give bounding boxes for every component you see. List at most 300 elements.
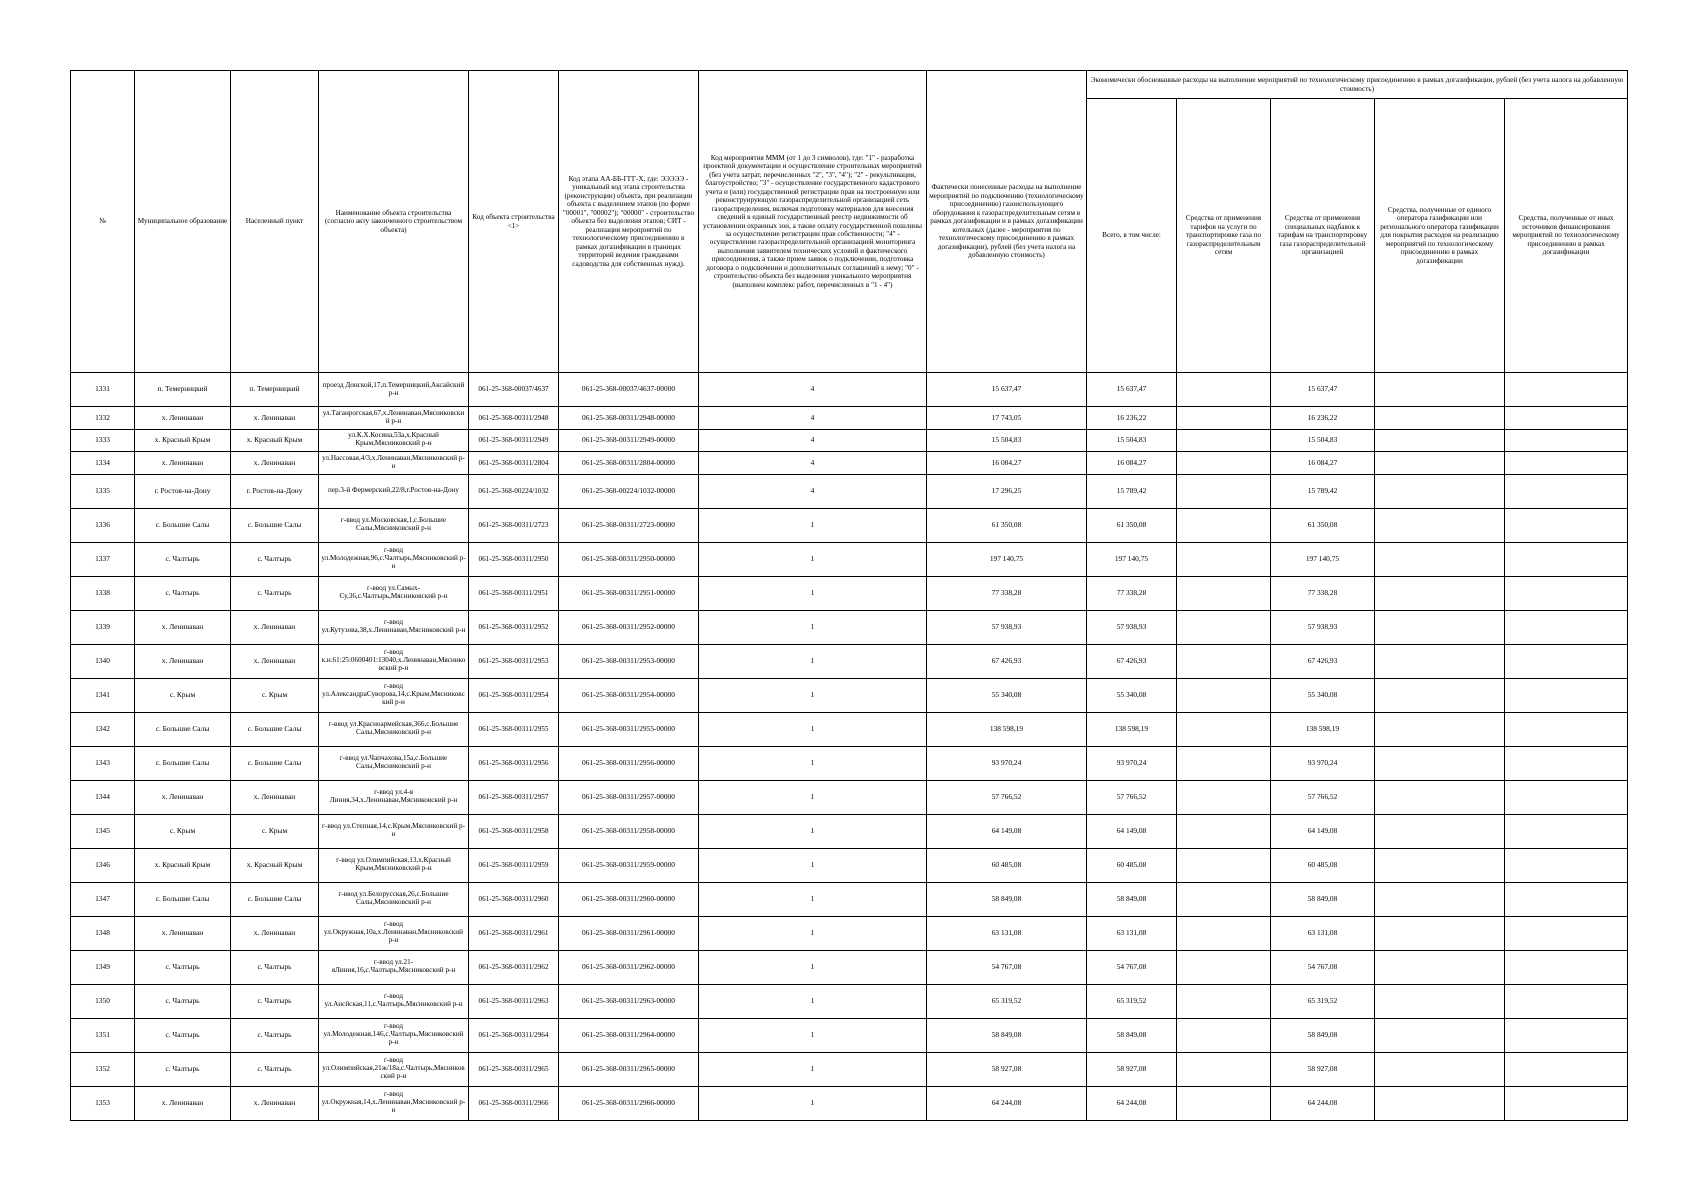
cell-tariff-funds: [1177, 1086, 1271, 1120]
cell-stage-code: 061-25-368-00311/2954-00000: [559, 678, 699, 712]
cell-other-funds: [1505, 746, 1628, 780]
cell-settlement: с. Большие Салы: [231, 882, 319, 916]
cell-num: 1351: [71, 1018, 135, 1052]
cell-other-funds: [1505, 508, 1628, 542]
cell-object-code: 061-25-368-00311/2949: [469, 429, 559, 452]
cell-surcharge-funds: 16 236,22: [1271, 407, 1375, 430]
cell-stage-code: 061-25-368-00311/2951-00000: [559, 576, 699, 610]
table-row: [71, 1086, 1628, 1120]
cell-other-funds: [1505, 950, 1628, 984]
cell-tariff-funds: [1177, 576, 1271, 610]
cell-object-name: г-ввод ул.Молодежная,96,с.Чалтырь,Мясниковский р-н: [319, 542, 469, 576]
cell-event-code: 1: [699, 1086, 927, 1120]
cell-surcharge-funds: 15 789,42: [1271, 474, 1375, 508]
cell-object-name: г-ввод ул.Ансйская,11,с.Чалтырь,Мясниковский р-н: [319, 984, 469, 1018]
table-row: [71, 814, 1628, 848]
cell-num: 1334: [71, 452, 135, 475]
cell-object-code: 061-25-368-00311/2962: [469, 950, 559, 984]
cell-surcharge-funds: 58 849,08: [1271, 1018, 1375, 1052]
cell-object-name: ул.К.Х.Косяна,53а,х.Красный Крым,Мясниковский р-н: [319, 429, 469, 452]
cell-tariff-funds: [1177, 678, 1271, 712]
cell-num: 1333: [71, 429, 135, 452]
cell-object-code: 061-25-368-00311/2948: [469, 407, 559, 430]
cell-object-name: проезд Донской,17,п.Темерницкий,Аксайский р-н: [319, 373, 469, 407]
cell-other-funds: [1505, 452, 1628, 475]
cell-num: 1337: [71, 542, 135, 576]
cell-actual-costs: 60 485,08: [927, 848, 1087, 882]
cell-total: 197 140,75: [1087, 542, 1177, 576]
cell-settlement: с. Большие Салы: [231, 746, 319, 780]
cell-other-funds: [1505, 373, 1628, 407]
cell-total: 61 350,08: [1087, 508, 1177, 542]
cell-object-code: 061-25-368-00311/2957: [469, 780, 559, 814]
cell-stage-code: 061-25-368-00311/2960-00000: [559, 882, 699, 916]
cell-operator-funds: [1375, 678, 1505, 712]
cell-tariff-funds: [1177, 814, 1271, 848]
cell-stage-code: 061-25-368-00311/2963-00000: [559, 984, 699, 1018]
cell-settlement: с. Крым: [231, 678, 319, 712]
header-surcharge-funds: Средства от применения специальных надбавок к тарифам на транспортировку газа газораспределительной организацией: [1271, 99, 1375, 373]
header-municipality: Муниципальное образование: [135, 71, 231, 373]
cell-operator-funds: [1375, 1052, 1505, 1086]
cell-other-funds: [1505, 678, 1628, 712]
header-stage-code: Код этапа АА-ББ-ГГГ-Х, где: ЭЭЭЭЭ - уникальный код этапа строительства (реконструкции) объекта, при реализации объекта с выделением этапов (по форме "00001", "00002"); "00000" - строительство объекта без выделения этапов; СИТ - реализация мероприятий по технологическому присоединению в рамках догазификации в границах территорий ведения гражданами садоводства для собственных нужд).: [559, 71, 699, 373]
table-row: [71, 407, 1628, 430]
cell-tariff-funds: [1177, 746, 1271, 780]
cell-operator-funds: [1375, 984, 1505, 1018]
cell-object-code: 061-25-368-00311/2958: [469, 814, 559, 848]
cell-municipality: х. Ленинаван: [135, 644, 231, 678]
cell-tariff-funds: [1177, 542, 1271, 576]
cell-surcharge-funds: 57 938,93: [1271, 610, 1375, 644]
cell-total: 58 849,08: [1087, 1018, 1177, 1052]
cell-stage-code: 061-25-368-00311/2958-00000: [559, 814, 699, 848]
cell-total: 57 766,52: [1087, 780, 1177, 814]
cell-other-funds: [1505, 610, 1628, 644]
cell-actual-costs: 15 637,47: [927, 373, 1087, 407]
cell-object-name: г-ввод ул.Красноармейская,366,с.Большие Салы,Мясниковский р-н: [319, 712, 469, 746]
cell-stage-code: 061-25-368-00311/2948-00000: [559, 407, 699, 430]
cell-total: 16 236,22: [1087, 407, 1177, 430]
cell-surcharge-funds: 54 767,08: [1271, 950, 1375, 984]
cell-municipality: с. Крым: [135, 678, 231, 712]
cell-object-name: пер.3-й Фермерский,22/8,г.Ростов-на-Дону: [319, 474, 469, 508]
cell-object-code: 061-25-368-00311/2951: [469, 576, 559, 610]
cell-tariff-funds: [1177, 429, 1271, 452]
cell-num: 1338: [71, 576, 135, 610]
gasification-costs-table: [70, 70, 1628, 1121]
cell-other-funds: [1505, 1052, 1628, 1086]
cell-stage-code: 061-25-368-00311/2965-00000: [559, 1052, 699, 1086]
cell-total: 65 319,52: [1087, 984, 1177, 1018]
cell-settlement: с. Чалтырь: [231, 576, 319, 610]
cell-total: 54 767,08: [1087, 950, 1177, 984]
cell-num: 1353: [71, 1086, 135, 1120]
cell-actual-costs: 58 849,08: [927, 882, 1087, 916]
cell-stage-code: 061-25-368-00311/2949-00000: [559, 429, 699, 452]
cell-event-code: 1: [699, 678, 927, 712]
cell-object-code: 061-25-368-00311/2966: [469, 1086, 559, 1120]
cell-actual-costs: 16 084,27: [927, 452, 1087, 475]
cell-tariff-funds: [1177, 848, 1271, 882]
cell-actual-costs: 64 244,08: [927, 1086, 1087, 1120]
cell-municipality: с. Большие Салы: [135, 746, 231, 780]
cell-tariff-funds: [1177, 882, 1271, 916]
table-row: [71, 984, 1628, 1018]
cell-operator-funds: [1375, 542, 1505, 576]
cell-municipality: с. Чалтырь: [135, 576, 231, 610]
cell-other-funds: [1505, 780, 1628, 814]
cell-object-name: г-ввод ул.АлександраСуворова,14,с.Крым,Мясниковский р-н: [319, 678, 469, 712]
table-row: [71, 780, 1628, 814]
header-object-name: Наименование объекта строительства (согласно акту законченного строительством объекта): [319, 71, 469, 373]
cell-num: 1352: [71, 1052, 135, 1086]
cell-tariff-funds: [1177, 474, 1271, 508]
cell-surcharge-funds: 64 244,08: [1271, 1086, 1375, 1120]
cell-operator-funds: [1375, 712, 1505, 746]
cell-num: 1340: [71, 644, 135, 678]
cell-settlement: х. Красный Крым: [231, 429, 319, 452]
cell-total: 67 426,93: [1087, 644, 1177, 678]
cell-event-code: 1: [699, 780, 927, 814]
cell-stage-code: 061-25-368-00311/2959-00000: [559, 848, 699, 882]
cell-stage-code: 061-25-368-00311/2804-00000: [559, 452, 699, 475]
cell-municipality: х. Ленинаван: [135, 780, 231, 814]
cell-num: 1343: [71, 746, 135, 780]
cell-operator-funds: [1375, 1086, 1505, 1120]
cell-surcharge-funds: 55 340,08: [1271, 678, 1375, 712]
cell-object-name: г-ввод ул.Олимпийская,21ж/18а,с.Чалтырь,Мясниковский р-н: [319, 1052, 469, 1086]
cell-settlement: с. Большие Салы: [231, 508, 319, 542]
cell-actual-costs: 197 140,75: [927, 542, 1087, 576]
cell-object-code: 061-25-368-00311/2959: [469, 848, 559, 882]
cell-stage-code: 061-25-368-00311/2961-00000: [559, 916, 699, 950]
cell-stage-code: 061-25-368-00311/2957-00000: [559, 780, 699, 814]
cell-surcharge-funds: 15 504,83: [1271, 429, 1375, 452]
cell-event-code: 1: [699, 712, 927, 746]
cell-object-name: ул.Нассовая,4/3,х.Ленинаван,Мясниковский р-н: [319, 452, 469, 475]
cell-actual-costs: 17 743,05: [927, 407, 1087, 430]
cell-object-name: г-ввод ул.Окружная,14,х.Ленинаван,Мясниковский р-н: [319, 1086, 469, 1120]
cell-actual-costs: 65 319,52: [927, 984, 1087, 1018]
cell-settlement: п. Темерницкий: [231, 373, 319, 407]
cell-municipality: х. Красный Крым: [135, 848, 231, 882]
cell-surcharge-funds: 63 131,08: [1271, 916, 1375, 950]
cell-tariff-funds: [1177, 1052, 1271, 1086]
cell-tariff-funds: [1177, 712, 1271, 746]
cell-municipality: х. Ленинаван: [135, 916, 231, 950]
cell-municipality: с. Крым: [135, 814, 231, 848]
cell-actual-costs: 63 131,08: [927, 916, 1087, 950]
cell-event-code: 1: [699, 746, 927, 780]
cell-num: 1331: [71, 373, 135, 407]
cell-stage-code: 061-25-368-00037/4637-00000: [559, 373, 699, 407]
header-row-top: [71, 71, 1628, 99]
cell-operator-funds: [1375, 644, 1505, 678]
cell-tariff-funds: [1177, 984, 1271, 1018]
cell-tariff-funds: [1177, 1018, 1271, 1052]
cell-object-code: 061-25-368-00311/2956: [469, 746, 559, 780]
cell-actual-costs: 58 927,08: [927, 1052, 1087, 1086]
cell-operator-funds: [1375, 373, 1505, 407]
table-row: [71, 1052, 1628, 1086]
cell-event-code: 1: [699, 610, 927, 644]
table-row: [71, 452, 1628, 475]
cell-object-name: г-ввод ул.21-яЛиния,16,с.Чалтырь,Мясниковский р-н: [319, 950, 469, 984]
cell-object-code: 061-25-368-00037/4637: [469, 373, 559, 407]
table-row: [71, 508, 1628, 542]
cell-operator-funds: [1375, 746, 1505, 780]
cell-object-code: 061-25-368-00311/2964: [469, 1018, 559, 1052]
cell-total: 93 970,24: [1087, 746, 1177, 780]
cell-stage-code: 061-25-368-00311/2950-00000: [559, 542, 699, 576]
cell-num: 1348: [71, 916, 135, 950]
cell-operator-funds: [1375, 780, 1505, 814]
cell-event-code: 1: [699, 950, 927, 984]
cell-other-funds: [1505, 1018, 1628, 1052]
header-other-funds: Средства, полученные от иных источников финансирования мероприятий по технологическому присоединению в рамках догазификации: [1505, 99, 1628, 373]
cell-object-name: г-ввод ул.Белорусская,26,с.Большие Салы,Мясниковский р-н: [319, 882, 469, 916]
cell-object-code: 061-25-368-00311/2960: [469, 882, 559, 916]
cell-total: 138 598,19: [1087, 712, 1177, 746]
cell-object-name: г-ввод ул.Молодежная,146,с.Чалтырь,Мясниковский р-н: [319, 1018, 469, 1052]
cell-operator-funds: [1375, 576, 1505, 610]
cell-total: 64 244,08: [1087, 1086, 1177, 1120]
cell-total: 63 131,08: [1087, 916, 1177, 950]
cell-event-code: 1: [699, 984, 927, 1018]
cell-actual-costs: 55 340,08: [927, 678, 1087, 712]
cell-num: 1335: [71, 474, 135, 508]
cell-municipality: х. Ленинаван: [135, 407, 231, 430]
cell-settlement: с. Чалтырь: [231, 984, 319, 1018]
cell-num: 1336: [71, 508, 135, 542]
cell-object-name: г-ввод ул.4-я Линия,34,х.Ленинаван,Мясниковский р-н: [319, 780, 469, 814]
cell-municipality: х. Ленинаван: [135, 610, 231, 644]
cell-operator-funds: [1375, 474, 1505, 508]
cell-actual-costs: 57 938,93: [927, 610, 1087, 644]
cell-settlement: х. Ленинаван: [231, 780, 319, 814]
table-row: [71, 576, 1628, 610]
cell-municipality: х. Красный Крым: [135, 429, 231, 452]
table-row: [71, 474, 1628, 508]
cell-surcharge-funds: 138 598,19: [1271, 712, 1375, 746]
cell-num: 1332: [71, 407, 135, 430]
cell-num: 1344: [71, 780, 135, 814]
cell-actual-costs: 67 426,93: [927, 644, 1087, 678]
cell-settlement: х. Ленинаван: [231, 610, 319, 644]
cell-stage-code: 061-25-368-00311/2953-00000: [559, 644, 699, 678]
table-row: [71, 950, 1628, 984]
cell-surcharge-funds: 93 970,24: [1271, 746, 1375, 780]
cell-total: 15 789,42: [1087, 474, 1177, 508]
cell-event-code: 1: [699, 848, 927, 882]
header-settlement: Населенный пункт: [231, 71, 319, 373]
cell-other-funds: [1505, 474, 1628, 508]
cell-operator-funds: [1375, 508, 1505, 542]
cell-other-funds: [1505, 576, 1628, 610]
cell-operator-funds: [1375, 429, 1505, 452]
cell-actual-costs: 54 767,08: [927, 950, 1087, 984]
cell-settlement: с. Чалтырь: [231, 542, 319, 576]
cell-event-code: 1: [699, 576, 927, 610]
table-row: [71, 542, 1628, 576]
cell-tariff-funds: [1177, 780, 1271, 814]
cell-settlement: х. Ленинаван: [231, 916, 319, 950]
cell-object-name: ул.Таганрогская,67,х.Ленинаван,Мясниковский р-н: [319, 407, 469, 430]
cell-tariff-funds: [1177, 407, 1271, 430]
cell-other-funds: [1505, 429, 1628, 452]
cell-stage-code: 061-25-368-00311/2962-00000: [559, 950, 699, 984]
cell-municipality: с. Большие Салы: [135, 508, 231, 542]
cell-municipality: с. Чалтырь: [135, 1018, 231, 1052]
cell-settlement: с. Большие Салы: [231, 712, 319, 746]
cell-stage-code: 061-25-368-00311/2723-00000: [559, 508, 699, 542]
cell-object-name: г-ввод ул.Самых-Су,36,с.Чалтырь,Мясниковский р-н: [319, 576, 469, 610]
cell-event-code: 4: [699, 429, 927, 452]
cell-object-name: г-ввод ул.Олимпийская,13,х.Красный Крым,Мясниковский р-н: [319, 848, 469, 882]
cell-total: 58 849,08: [1087, 882, 1177, 916]
cell-object-name: г-ввод ул.Московская,1,с.Большие Салы,Мясниковский р-н: [319, 508, 469, 542]
cell-event-code: 4: [699, 407, 927, 430]
header-event-code: Код мероприятия МММ (от 1 до 3 символов), где: "1" - разработка проектной документации и осуществление строительных мероприятий (без учета затрат, перечисленных "2", "3", "4"); "2" - рекультивация, благоустройство; "3" - осуществление государственного кадастрового учета и (или) государственной регистрации прав на построенную или реконструирующую газораспределительной организацией сеть газораспределения, включая подготовку материалов для внесения сведений в единый государственный реестр недвижимости об установлении охранных зон, а также оплату государственной пошлины за осуществление регистрации прав собственности; "4" - осуществление газораспределительной организацией мониторинга выполнения заявителем технических условий и фактического присоединения, а также прием заявок о подключении, подготовка договора о подключении и дополнительных соглашений к нему; "0" - строительство объекта без выделения уникального мероприятия (выполнен комплекс работ, перечисленных в "1 - 4"): [699, 71, 927, 373]
cell-municipality: с. Большие Салы: [135, 712, 231, 746]
cell-object-code: 061-25-368-00311/2963: [469, 984, 559, 1018]
cell-surcharge-funds: 67 426,93: [1271, 644, 1375, 678]
cell-operator-funds: [1375, 848, 1505, 882]
cell-event-code: 1: [699, 508, 927, 542]
cell-stage-code: 061-25-368-00311/2952-00000: [559, 610, 699, 644]
cell-num: 1347: [71, 882, 135, 916]
table-row: [71, 712, 1628, 746]
cell-surcharge-funds: 65 319,52: [1271, 984, 1375, 1018]
cell-surcharge-funds: 61 350,08: [1271, 508, 1375, 542]
cell-settlement: х. Ленинаван: [231, 407, 319, 430]
header-tariff-funds: Средства от применения тарифов на услуги по транспортировке газа по газораспределительным сетям: [1177, 99, 1271, 373]
cell-settlement: с. Чалтырь: [231, 1052, 319, 1086]
cell-total: 58 927,08: [1087, 1052, 1177, 1086]
header-num: №: [71, 71, 135, 373]
cell-operator-funds: [1375, 1018, 1505, 1052]
cell-object-code: 061-25-368-00224/1032: [469, 474, 559, 508]
cell-object-code: 061-25-368-00311/2965: [469, 1052, 559, 1086]
cell-total: 16 084,27: [1087, 452, 1177, 475]
cell-object-name: г-ввод ул.Кутузова,38,х.Ленинаван,Мясниковский р-н: [319, 610, 469, 644]
cell-stage-code: 061-25-368-00311/2955-00000: [559, 712, 699, 746]
cell-num: 1350: [71, 984, 135, 1018]
cell-tariff-funds: [1177, 916, 1271, 950]
cell-operator-funds: [1375, 407, 1505, 430]
cell-actual-costs: 77 338,28: [927, 576, 1087, 610]
cell-municipality: с. Чалтырь: [135, 542, 231, 576]
cell-num: 1341: [71, 678, 135, 712]
cell-object-name: г-ввод ул.Степная,14,с.Крым,Мясниковский р-н: [319, 814, 469, 848]
cell-other-funds: [1505, 848, 1628, 882]
header-object-code: Код объекта строительства <1>: [469, 71, 559, 373]
cell-stage-code: 061-25-368-00311/2964-00000: [559, 1018, 699, 1052]
cell-other-funds: [1505, 542, 1628, 576]
cell-actual-costs: 138 598,19: [927, 712, 1087, 746]
cell-surcharge-funds: 57 766,52: [1271, 780, 1375, 814]
cell-settlement: х. Красный Крым: [231, 848, 319, 882]
cell-municipality: с. Чалтырь: [135, 984, 231, 1018]
table-row: [71, 678, 1628, 712]
cell-event-code: 1: [699, 644, 927, 678]
cell-surcharge-funds: 64 149,08: [1271, 814, 1375, 848]
cell-surcharge-funds: 77 338,28: [1271, 576, 1375, 610]
cell-surcharge-funds: 58 927,08: [1271, 1052, 1375, 1086]
cell-actual-costs: 15 504,83: [927, 429, 1087, 452]
cell-operator-funds: [1375, 814, 1505, 848]
table-row: [71, 373, 1628, 407]
cell-object-code: 061-25-368-00311/2954: [469, 678, 559, 712]
header-total: Всего, в том числе:: [1087, 99, 1177, 373]
header-actual-costs: Фактически понесенные расходы на выполнение мероприятий по подключению (технологическому присоединению) газоиспользующего оборудования к газораспределительным сетям в рамках догазификации и в рамках догазификации котельных (далее - мероприятия по технологическому присоединению в рамках догазификации), рублей (без учета налога на добавленную стоимость): [927, 71, 1087, 373]
cell-event-code: 1: [699, 1052, 927, 1086]
cell-actual-costs: 17 296,25: [927, 474, 1087, 508]
cell-tariff-funds: [1177, 610, 1271, 644]
cell-event-code: 1: [699, 1018, 927, 1052]
cell-actual-costs: 58 849,08: [927, 1018, 1087, 1052]
cell-surcharge-funds: 58 849,08: [1271, 882, 1375, 916]
table-row: [71, 610, 1628, 644]
cell-operator-funds: [1375, 610, 1505, 644]
cell-municipality: с. Большие Салы: [135, 882, 231, 916]
cell-surcharge-funds: 16 084,27: [1271, 452, 1375, 475]
cell-settlement: х. Ленинаван: [231, 452, 319, 475]
cell-num: 1346: [71, 848, 135, 882]
header-operator-funds: Средства, полученные от единого оператора газификации или регионального оператора газификации для покрытия расходов на реализацию мероприятий по технологическому присоединению в рамках догазификации: [1375, 99, 1505, 373]
cell-stage-code: 061-25-368-00311/2956-00000: [559, 746, 699, 780]
cell-event-code: 4: [699, 474, 927, 508]
cell-total: 15 504,83: [1087, 429, 1177, 452]
cell-total: 77 338,28: [1087, 576, 1177, 610]
cell-event-code: 4: [699, 452, 927, 475]
cell-municipality: п. Темерницкий: [135, 373, 231, 407]
cell-total: 55 340,08: [1087, 678, 1177, 712]
cell-settlement: с. Чалтырь: [231, 1018, 319, 1052]
cell-settlement: г. Ростов-на-Дону: [231, 474, 319, 508]
cell-object-name: г-ввод ул.Чапчахова,15а,с.Большие Салы,Мясниковский р-н: [319, 746, 469, 780]
cell-municipality: х. Ленинаван: [135, 1086, 231, 1120]
cell-actual-costs: 93 970,24: [927, 746, 1087, 780]
cell-event-code: 1: [699, 916, 927, 950]
table-row: [71, 916, 1628, 950]
table-row: [71, 1018, 1628, 1052]
cell-operator-funds: [1375, 916, 1505, 950]
cell-other-funds: [1505, 1086, 1628, 1120]
cell-num: 1342: [71, 712, 135, 746]
cell-other-funds: [1505, 916, 1628, 950]
cell-total: 57 938,93: [1087, 610, 1177, 644]
cell-surcharge-funds: 197 140,75: [1271, 542, 1375, 576]
cell-settlement: с. Чалтырь: [231, 950, 319, 984]
table-row: [71, 882, 1628, 916]
cell-object-name: г-ввод ул.Окружная,10а,х.Ленинаван,Мясниковский р-н: [319, 916, 469, 950]
cell-object-code: 061-25-368-00311/2804: [469, 452, 559, 475]
cell-event-code: 1: [699, 882, 927, 916]
cell-other-funds: [1505, 407, 1628, 430]
cell-tariff-funds: [1177, 950, 1271, 984]
cell-total: 64 149,08: [1087, 814, 1177, 848]
cell-municipality: с. Чалтырь: [135, 950, 231, 984]
cell-object-code: 061-25-368-00311/2961: [469, 916, 559, 950]
cell-actual-costs: 57 766,52: [927, 780, 1087, 814]
cell-event-code: 4: [699, 373, 927, 407]
cell-event-code: 1: [699, 542, 927, 576]
table-header: [71, 71, 1628, 373]
cell-stage-code: 061-25-368-00224/1032-00000: [559, 474, 699, 508]
table-row: [71, 429, 1628, 452]
